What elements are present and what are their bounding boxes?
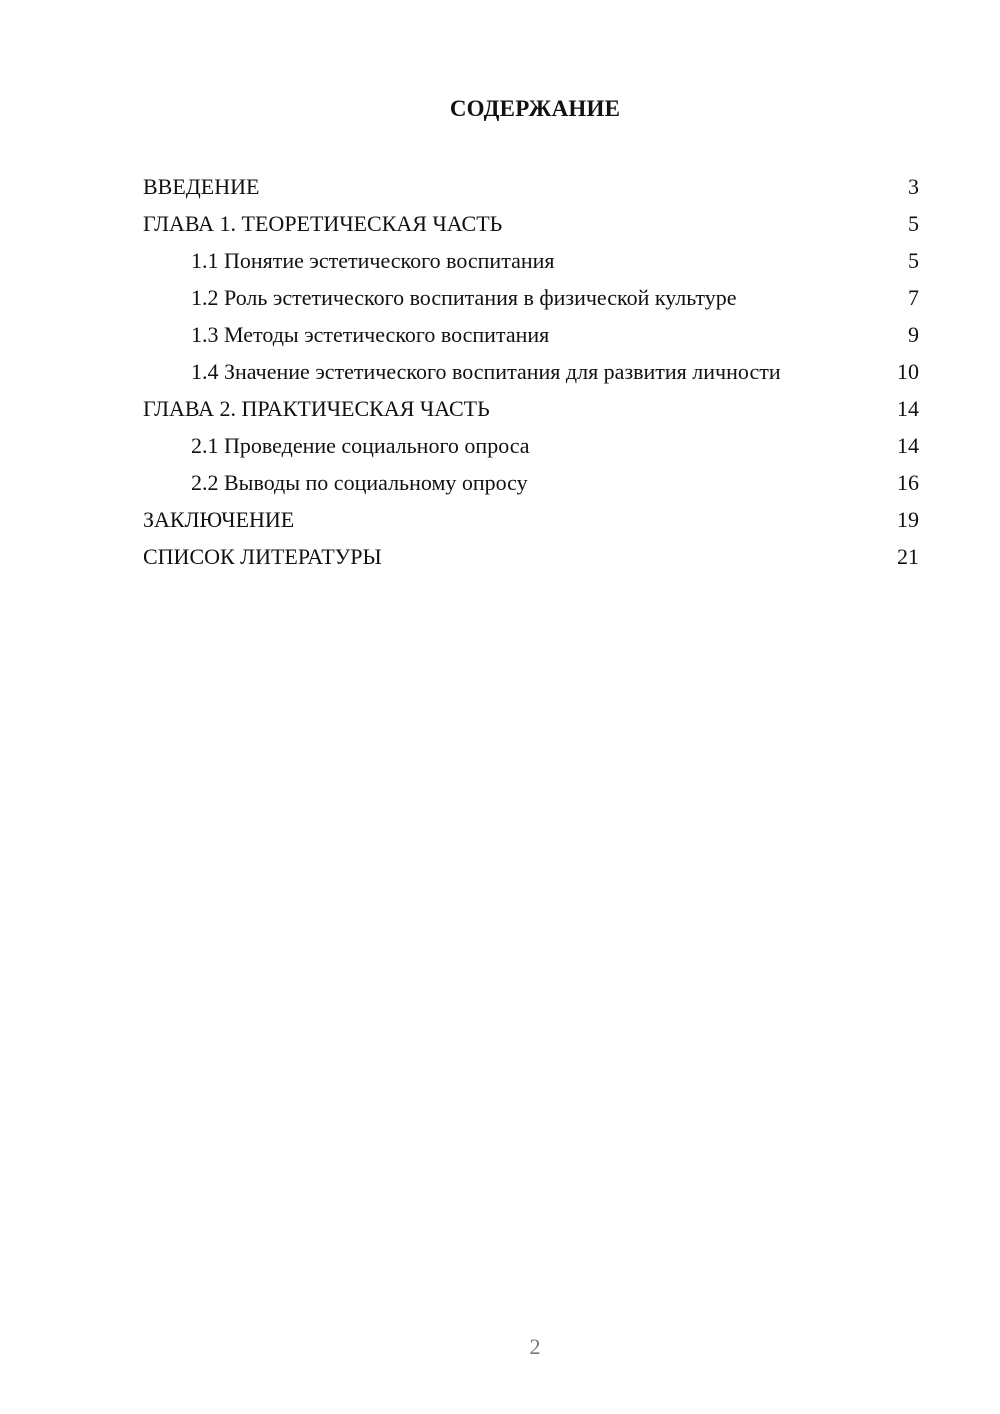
toc-entry-conclusion: [143, 501, 919, 538]
toc-entry-page: 16: [897, 470, 919, 495]
toc-entry-section-1-4: [143, 353, 919, 390]
toc-entry-section-1-2: [143, 279, 919, 316]
toc-entry-page: 14: [897, 396, 919, 421]
toc-entry-label: ГЛАВА 2. ПРАКТИЧЕСКАЯ ЧАСТЬ: [143, 396, 490, 421]
toc-entry-section-2-1: [143, 427, 919, 464]
toc-entry-label: 2.2 Выводы по социальному опросу: [191, 470, 528, 495]
toc-entry-page: 21: [897, 544, 919, 569]
toc-entry-label: СПИСОК ЛИТЕРАТУРЫ: [143, 544, 382, 569]
toc-entry-page: 7: [908, 285, 919, 310]
toc-entry-page: 10: [897, 359, 919, 384]
toc-entry-page: 19: [897, 507, 919, 532]
toc-heading: СОДЕРЖАНИЕ: [449, 96, 621, 121]
toc-entry-section-1-3: [143, 316, 919, 353]
toc-entry-references: [143, 538, 919, 575]
toc-entry-page: 14: [897, 433, 919, 458]
toc-entry-section-2-2: [143, 464, 919, 501]
toc-entry-page: 9: [908, 322, 919, 347]
toc-entry-label: ГЛАВА 1. ТЕОРЕТИЧЕСКАЯ ЧАСТЬ: [143, 211, 503, 236]
toc-entry-label: 1.4 Значение эстетического воспитания для развития личности: [191, 359, 781, 384]
toc-entry-label: ВВЕДЕНИЕ: [143, 174, 260, 199]
toc-entry-chapter-1: [143, 205, 919, 242]
toc-entry-page: 5: [908, 211, 919, 236]
toc-entry-chapter-2: [143, 390, 919, 427]
toc-list: [143, 168, 919, 575]
toc-entry-section-1-1: [143, 242, 919, 279]
toc-entry-label: ЗАКЛЮЧЕНИЕ: [143, 507, 295, 532]
toc-entry-label: 1.2 Роль эстетического воспитания в физической культуре: [191, 285, 737, 310]
page-number: 2: [529, 1334, 541, 1359]
toc-entry-label: 2.1 Проведение социального опроса: [191, 433, 530, 458]
toc-entry-label: 1.3 Методы эстетического воспитания: [191, 322, 550, 347]
toc-entry-label: 1.1 Понятие эстетического воспитания: [191, 248, 555, 273]
toc-entry-introduction: [143, 168, 919, 205]
toc-entry-page: 3: [908, 174, 919, 199]
toc-entry-page: 5: [908, 248, 919, 273]
